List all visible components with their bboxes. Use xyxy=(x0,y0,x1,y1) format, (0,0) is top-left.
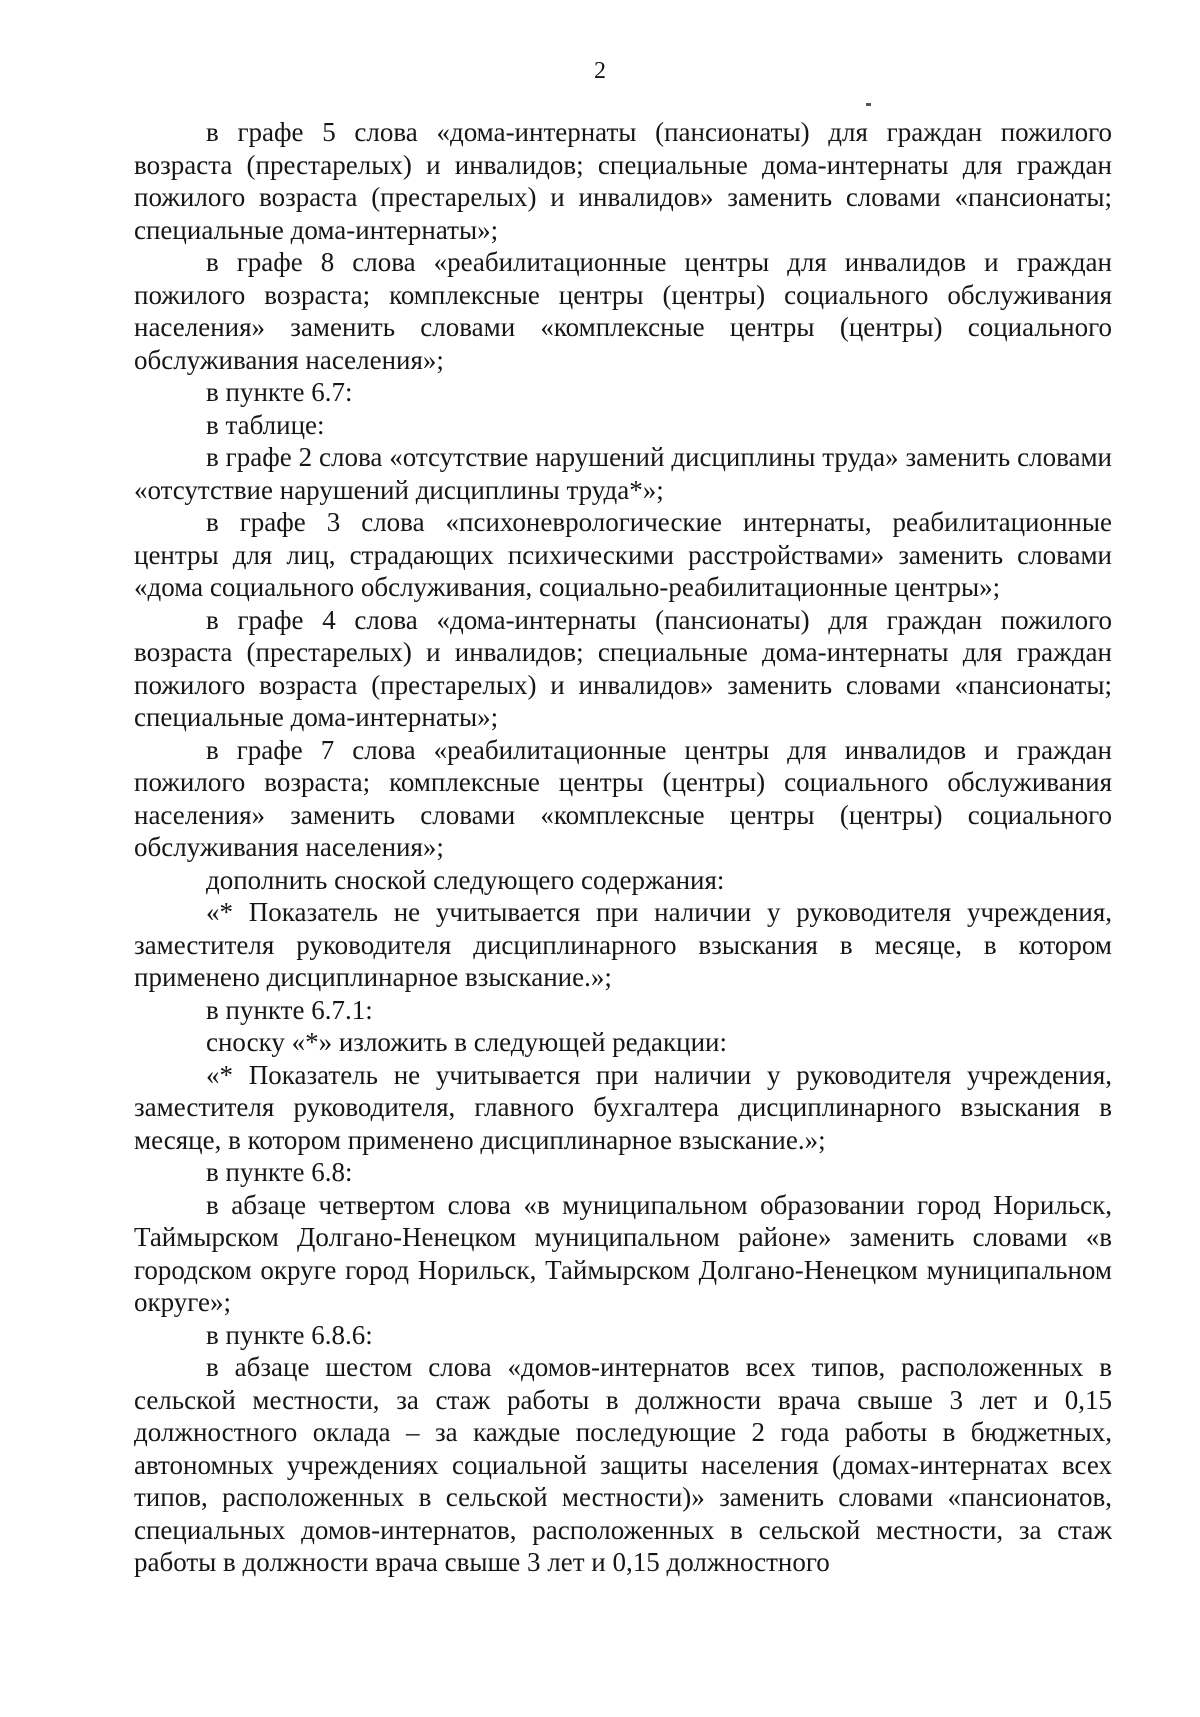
paragraph-grafa-8: в графе 8 слова «реабилитационные центры для инвалидов и граждан пожилого возраста; комплексные центры (центры) социального обслуживания населения» заменить словами «комплексные центры (центры) социального обслуживания населения»; xyxy=(134,247,1112,375)
paragraph-grafa-5: в графе 5 слова «дома-интернаты (пансионаты) для граждан пожилого возраста (престарелых) и инвалидов; специальные дома-интернаты для граждан пожилого возраста (престарелых) и инвалидов» заменить словами «пансионаты; специальные дома-интернаты»; xyxy=(134,117,1112,245)
paragraph-v-tablice: в таблице: xyxy=(206,409,325,440)
paragraph-footnote-text-2: «* Показатель не учитывается при наличии у руководителя учреждения, заместителя руководителя, главного бухгалтера дисциплинарного взыскания в месяце, в котором применено дисциплинарное взыскание.»; xyxy=(134,1059,1112,1155)
paragraph-abzac-6: в абзаце шестом слова «домов-интернатов всех типов, расположенных в сельской местности, за стаж работы в должности врача свыше 3 лет и 0,15 должностного оклада – за каждые последующие 2 года работы в бюджетных, автономных учреждениях социальной защиты населения (домах-интернатах всех типов, расположенных в сельской местности)» заменить словами «пансионатов, специальных домов-интернатов, расположенных в сельской местности, за стаж работы в должности врача свыше 3 лет и 0,15 должностного xyxy=(134,1352,1112,1577)
paragraph-punkt-6-8-6: в пункте 6.8.6: xyxy=(206,1319,373,1350)
paragraph-grafa-4: в графе 4 слова «дома-интернаты (пансионаты) для граждан пожилого возраста (престарелых) и инвалидов; специальные дома-интернаты для граждан пожилого возраста (престарелых) и инвалидов» заменить словами «пансионаты; специальные дома-интернаты»; xyxy=(134,604,1112,732)
paragraph-punkt-6-8: в пункте 6.8: xyxy=(206,1157,353,1187)
paragraph-footnote-edit: сноску «*» изложить в следующей редакции: xyxy=(206,1027,727,1057)
paragraph-punkt-6-7-1: в пункте 6.7.1: xyxy=(206,994,373,1025)
paragraph-abzac-4: в абзаце четвертом слова «в муниципальном образовании город Норильск, Таймырском Долгано-Ненецком муниципальном районе» заменить словами «в городском округе город Норильск, Таймырском Долгано-Ненецком муниципальном округе»; xyxy=(134,1189,1112,1317)
paragraph-grafa-7: в графе 7 слова «реабилитационные центры для инвалидов и граждан пожилого возраста; комплексные центры (центры) социального обслуживания населения» заменить словами «комплексные центры (центры) социального обслуживания населения»; xyxy=(134,734,1112,862)
page-number: 2 xyxy=(594,58,606,84)
paragraph-footnote-text-1: «* Показатель не учитывается при наличии у руководителя учреждения, заместителя руководителя дисциплинарного взыскания в месяце, в котором применено дисциплинарное взыскание.»; xyxy=(134,897,1112,992)
paragraph-grafa-3: в графе 3 слова «психоневрологические интернаты, реабилитационные центры для лиц, страдающих психическими расстройствами» заменить словами «дома социального обслуживания, социально-реабилитационные центры»; xyxy=(134,507,1112,602)
paragraph-grafa-2: в графе 2 слова «отсутствие нарушений дисциплины труда» заменить словами «отсутствие нарушений дисциплины труда*»; xyxy=(134,442,1112,505)
scan-speck xyxy=(866,103,871,106)
paragraph-punkt-6-7: в пункте 6.7: xyxy=(206,377,353,407)
paragraph-add-footnote: дополнить сноской следующего содержания: xyxy=(206,864,725,895)
document-body xyxy=(134,116,1112,1579)
